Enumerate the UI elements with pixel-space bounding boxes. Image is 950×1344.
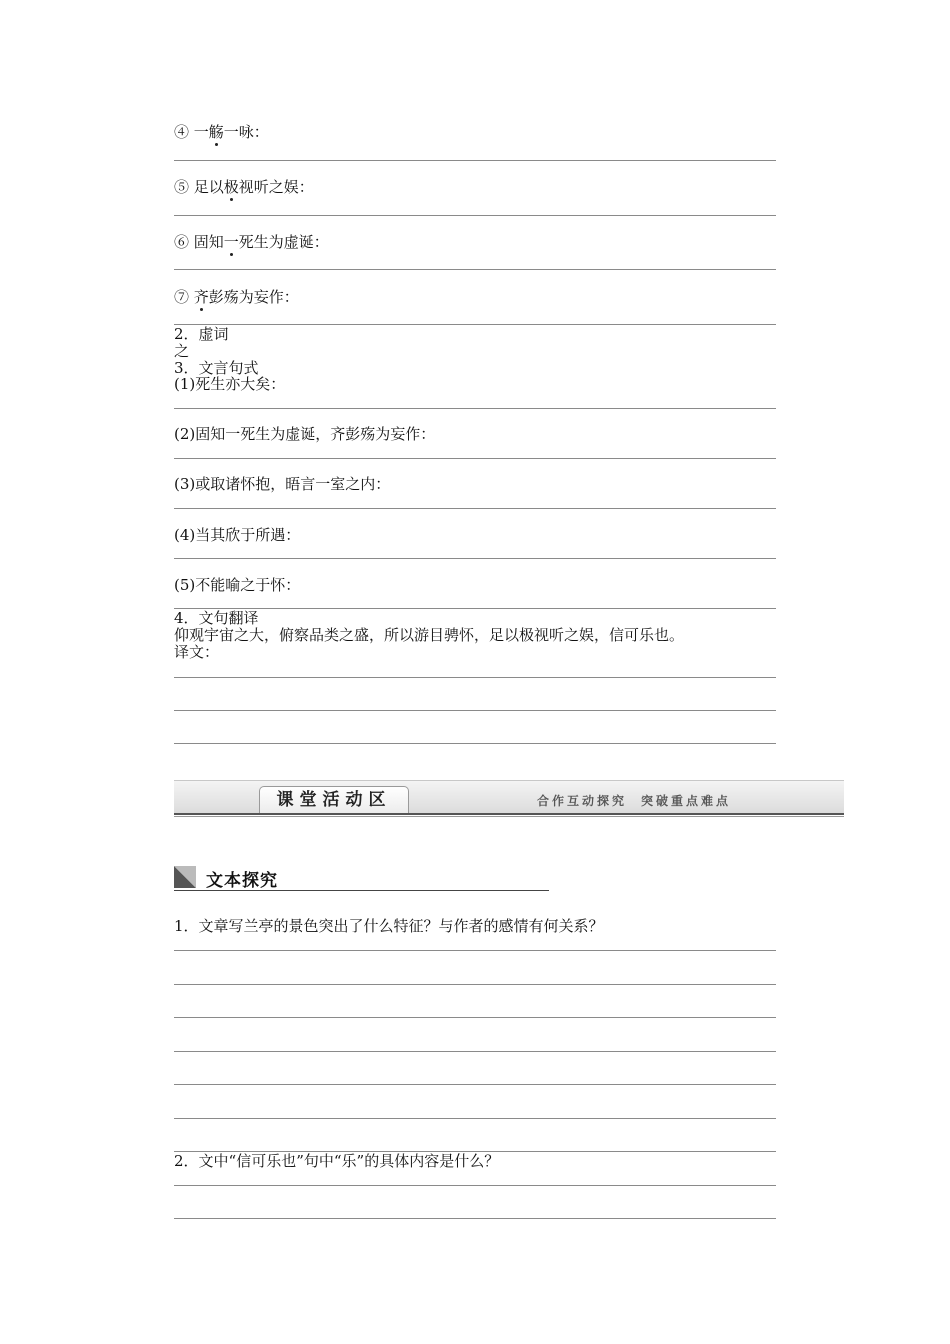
sentence-1: (1)死生亦大矣：: [174, 375, 286, 393]
answer-line: [174, 1017, 776, 1018]
sentence-2: (2)固知一死生为虚诞，齐彭殇为妄作：: [174, 425, 436, 443]
answer-line: [174, 1084, 776, 1085]
answer-line: [174, 1185, 776, 1186]
sec4-source: 仰观宇宙之大，俯察品类之盛，所以游目骋怀，足以极视听之娱，信可乐也。: [174, 626, 685, 644]
banner-subtitle: 合作互动探究 突破重点难点: [537, 794, 732, 808]
item-7: ⑦ 齐彭殇为妄作：: [174, 288, 299, 306]
answer-line: [174, 558, 776, 559]
answer-line: [174, 215, 776, 216]
sentence-3: (3)或取诸怀抱，晤言一室之内：: [174, 475, 391, 493]
banner-rule: [174, 813, 844, 815]
item-6: ⑥ 固知一死生为虚诞：: [174, 233, 329, 251]
section-rule: [174, 890, 549, 891]
answer-line: [174, 508, 776, 509]
sec4-label: 译文：: [174, 643, 220, 661]
answer-line: [174, 269, 776, 270]
banner-title: 课堂活动区: [259, 786, 409, 813]
answer-line: [174, 1218, 776, 1219]
item-5: ⑤ 足以极视听之娱：: [174, 178, 314, 196]
emphasis-dot-char: 觞: [208, 123, 224, 141]
answer-line: [174, 710, 776, 711]
answer-line: [174, 950, 776, 951]
answer-line: [174, 608, 776, 609]
answer-line: [174, 743, 776, 744]
answer-line: [174, 1118, 776, 1119]
sec3-heading: 3．文言句式: [174, 359, 259, 377]
emphasis-dot-char: 齐: [193, 288, 209, 306]
sentence-4: (4)当其欣于所遇：: [174, 526, 301, 544]
answer-line: [174, 984, 776, 985]
item-4: ④ 一觞一咏：: [174, 123, 269, 141]
question-2: 2．文中“信可乐也”句中“乐”的具体内容是什么？: [174, 1152, 500, 1170]
sentence-5: (5)不能喻之于怀：: [174, 576, 301, 594]
triangle-marker-icon: [174, 866, 196, 888]
banner-rule: [174, 816, 844, 817]
emphasis-dot-char: 极: [223, 178, 239, 196]
question-1: 1．文章写兰亭的景色突出了什么特征？与作者的感情有何关系？: [174, 917, 604, 935]
answer-line: [174, 160, 776, 161]
sec4-heading: 4．文句翻译: [174, 609, 259, 627]
answer-line: [174, 408, 776, 409]
answer-line: [174, 458, 776, 459]
emphasis-dot-char: 一: [223, 233, 239, 251]
answer-line: [174, 1051, 776, 1052]
section-title: 文本探究: [206, 871, 278, 891]
sec2-word: 之: [174, 342, 190, 360]
answer-line: [174, 677, 776, 678]
sec2-heading: 2．虚词: [174, 325, 229, 343]
answer-line: [174, 324, 776, 325]
